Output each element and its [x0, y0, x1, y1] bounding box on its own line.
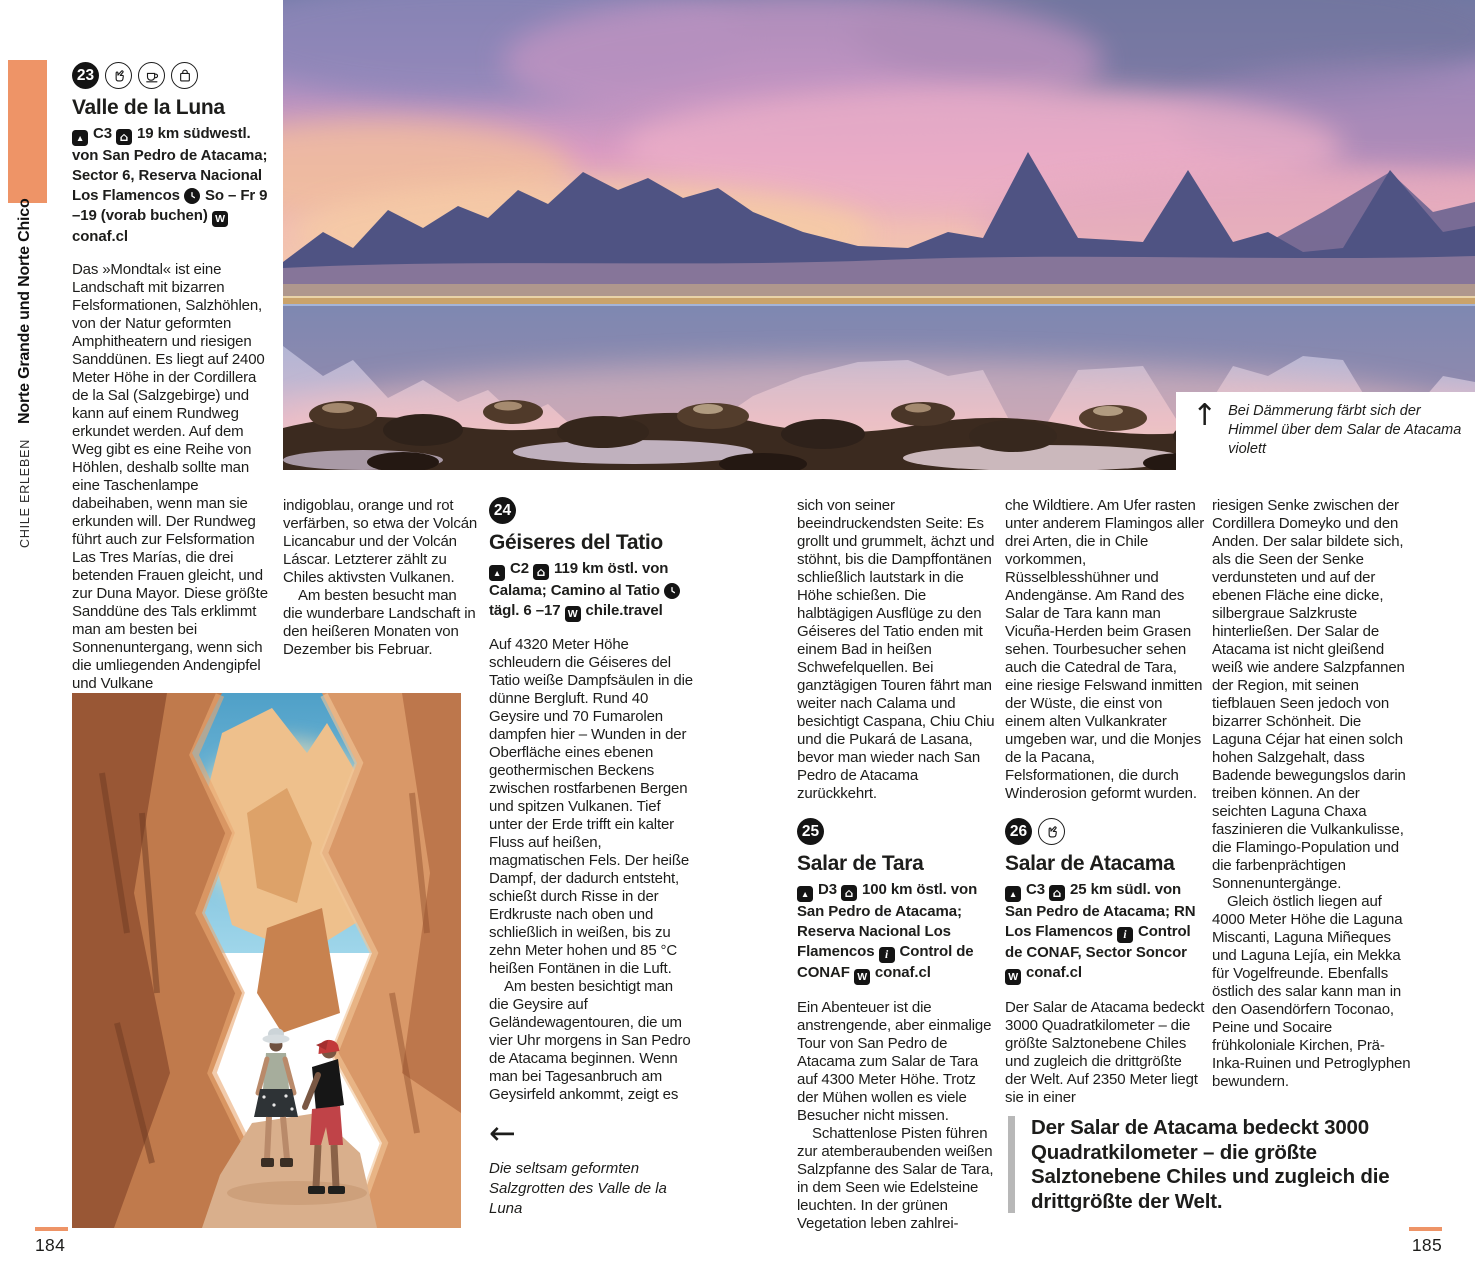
- folio-rule: [1409, 1227, 1442, 1231]
- page-number-left: [35, 1227, 68, 1256]
- info-text: C3: [1026, 881, 1050, 898]
- info-text: conaf.cl: [1026, 964, 1082, 981]
- entry-number-badge: 24: [489, 497, 516, 524]
- column-geiseres-del-tatio: [489, 497, 696, 1104]
- paragraph: indigoblau, orange und rot verfärben, so etwa der Volcán Licancabur und der Volcán Láscar. Letzterer zählt zu Chiles aktivsten Vulkanen.: [283, 497, 478, 586]
- section-label: CHILE ERLEBEN: [18, 438, 32, 548]
- entry-info: [489, 559, 696, 622]
- info-text: 25 km südl. von San Pedro de Atacama; RN Los Flamencos: [1005, 881, 1196, 940]
- info-text: 119 km östl. von Calama; Camino al Tatio: [489, 560, 669, 599]
- hand-icon: [105, 62, 132, 89]
- column-4: [797, 497, 997, 1233]
- info-icon: i: [879, 947, 895, 963]
- chapter-color-tab: [8, 60, 47, 203]
- arrow-up-icon: ↑: [1192, 398, 1218, 433]
- info-text: conaf.cl: [874, 964, 931, 981]
- continuation-text: [1212, 497, 1412, 1091]
- paragraph: Am besten besichtigt man die Geysire auf Geländewagentouren, die um vier Uhr morgens in San Pedro de Atacama beginnen. Wenn man bei Tagesanbruch am Geysirfeld ankommt, zeigt es: [489, 978, 691, 1103]
- cafe-icon: [138, 62, 165, 89]
- entry-body: [489, 636, 696, 1104]
- info-text: So – Fr 9 –19 (vorab buchen): [72, 186, 268, 224]
- info-text: C3: [93, 125, 117, 142]
- pull-quote: [1008, 1116, 1432, 1214]
- web-icon: W: [854, 969, 870, 985]
- entry-title: Géiseres del Tatio: [489, 531, 663, 554]
- chapter-sidebar: [16, 198, 34, 548]
- entry-info: [797, 880, 997, 985]
- chapter-title: Norte Grande und Norte Chico: [16, 198, 33, 424]
- entry-badges: [489, 497, 696, 524]
- entry-badges: [1005, 818, 1205, 845]
- paragraph: Schattenlose Pisten führen zur atemberaubenden weißen Salzpfanne des Salar de Tara, in dem Seen wie Edelsteine leuchten. In der grünen Vegetation leben zahlrei-: [797, 1124, 994, 1232]
- column-6: [1212, 497, 1412, 1091]
- entry-number-badge: 25: [797, 818, 824, 845]
- entry-info: [1005, 880, 1205, 985]
- info-text: chile.travel: [585, 601, 663, 619]
- entry-info: [72, 124, 269, 247]
- house-icon: ⌂: [841, 885, 857, 901]
- web-icon: W: [212, 211, 228, 227]
- clock-icon: [184, 188, 200, 204]
- hand-icon: [1038, 818, 1065, 845]
- info-text: 19 km südwestl. von San Pedro de Atacama; Sector 6, Reserva Nacional Los Flamencos: [72, 125, 268, 204]
- info-text: D3: [818, 881, 842, 898]
- caption-text: Die seltsam geformten Salzgrotten des Valle de la Luna: [489, 1160, 667, 1217]
- column-valle-de-la-luna: [72, 62, 269, 693]
- entry-salar-de-tara: [797, 818, 997, 1233]
- column-2: [283, 497, 480, 659]
- info-text: 100 km östl. von San Pedro de Atacama; Reserva Nacional Los Flamencos: [797, 881, 978, 960]
- arrow-left-icon: ←: [489, 1114, 516, 1152]
- info-text: Control de CONAF, Sector Soncor: [1005, 922, 1191, 961]
- quote-text: Der Salar de Atacama bedeckt 3000 Quadratkilometer – die größte Salztonebene Chiles und zugleich die drittgrößte der Welt.: [1031, 1116, 1390, 1213]
- entry-badges: [797, 818, 997, 845]
- info-icon: i: [1117, 927, 1133, 943]
- house-icon: ⌂: [116, 129, 132, 145]
- entry-body: [797, 999, 997, 1233]
- valle-luna-canyon-photo: [72, 693, 461, 1228]
- entry-title: Valle de la Luna: [72, 96, 225, 119]
- canyon-illustration: [72, 693, 461, 1228]
- paragraph: Auf 4320 Meter Höhe schleudern die Géiseres del Tatio weiße Dampfsäulen in die dünne Bergluft. Rund 40 Geysire und 70 Fumarolen dampfen hier – Wunden in der Oberfläche eines ebenen geothermischen Beckens zwischen rostfarbenen Bergen und spitzen Vulkanen. Tief unter der Erde trifft ein kalter Fluss auf heißen, magmatischen Fels. Der heiße Dampf, der dadurch entsteht, schießt durch Risse in der Erdkruste nach oben und schließlich in weißen, bis zu zehn Meter hohen und 85 °C heißen Fontänen in die Luft.: [489, 636, 693, 977]
- info-text: tägl. 6 –17: [489, 601, 565, 619]
- map-icon: ▲: [489, 565, 505, 581]
- entry-title: Salar de Tara: [797, 852, 924, 875]
- paragraph: Der Salar de Atacama bedeckt 3000 Quadratkilometer – die größte Salztonebene Chiles und zugleich die drittgrößte der Welt. Auf 2350 Meter liegt sie in einer: [1005, 998, 1205, 1106]
- info-text: C2: [510, 560, 534, 577]
- continuation-text: [283, 497, 480, 659]
- web-icon: W: [1005, 969, 1021, 985]
- folio-rule: [35, 1227, 68, 1231]
- house-icon: ⌂: [533, 564, 549, 580]
- quote-bar: [1008, 1116, 1015, 1213]
- paragraph: che Wildtiere. Am Ufer rasten unter anderem Flamingos aller drei Arten, die in Chile vorkommen, Rüsselblesshühner und Andengänse. Am Rand des Salar de Tara kann man Vicuña-Herden beim Grasen sehen. Tourbesucher sehen auch die Catedral de Tara, eine riesige Felswand inmitten der Wüste, die einst von einem alten Vulkankrater umgeben war, und die Monjes de la Pacana, Felsformationen, die durch Winderosion geformt wurden.: [1005, 497, 1205, 802]
- entry-badges: [72, 62, 269, 89]
- entry-salar-de-atacama: [1005, 818, 1205, 1107]
- map-icon: ▲: [72, 130, 88, 146]
- folio-number: 185: [1411, 1235, 1442, 1255]
- paragraph: sich von seiner beeindruckendsten Seite: Es grollt und grummelt, ächzt und stöhnt, bis die Dampffontänen schließlich lautstark in die Höhe schießen. Die halbtägigen Ausflüge zu den Géiseres del Tatio enden mit einem Bad in heißen Schwefelquellen. Bei ganztägigen Touren fährt man weiter nach Calama und besichtigt Caspana, Chiu Chiu und die Pukará de Lasana, bevor man wieder nach San Pedro de Atacama zurückkehrt.: [797, 497, 995, 802]
- entry-body: [1005, 999, 1205, 1107]
- caption-text: Bei Dämmerung färbt sich der Himmel über dem Salar de Atacama violett: [1228, 403, 1462, 457]
- paragraph: Das »Mondtal« ist eine Landschaft mit bizarren Felsformationen, Salzhöhlen, von der Natur geformten Amphitheatern und riesigen Sanddünen. Es liegt auf 2400 Meter Höhe in der Cordillera de la Sal (Salzgebirge) und kann auf einem Rundweg erkundet werden. Auf dem Weg gibt es eine Reihe von Höhlen, deshalb sollte man eine Taschenlampe dabeihaben, wenn man sie erkunden will. Der Rundweg führt auch zur Felsformation Las Tres Marías, die drei betenden Frauen gleicht, und zur Duna Mayor. Diese größte Sanddüne des Tals erklimmt man am besten bei Sonnenuntergang, wenn sich die umliegenden Andengipfel und Vulkane: [72, 261, 268, 692]
- entry-number-badge: 26: [1005, 818, 1032, 845]
- paragraph: riesigen Senke zwischen der Cordillera Domeyko und den Anden. Der salar bildete sich, als die Seen der Senke verdunsteten und auf der ebenen Fläche eine dicke, silbergraue Salzkruste hinterließen. Der Salar de Atacama ist nicht gleißend weiß wie andere Salzpfannen der Region, mit seinen tiefblauen Seen jedoch von bizarrer Schönheit. Die Laguna Céjar hat einen solch hohen Salzgehalt, dass Badende bewegungslos darin treiben können. An der seichten Laguna Chaxa faszinieren die Vulkankulisse, die Flamingo-Population und die farbenprächtigen Sonnenuntergänge.: [1212, 497, 1406, 892]
- continuation-text: [797, 497, 997, 803]
- page-number-right: [1409, 1227, 1442, 1256]
- map-icon: ▲: [1005, 886, 1021, 902]
- folio-number: 184: [35, 1235, 66, 1255]
- paragraph: Gleich östlich liegen auf 4000 Meter Höhe die Laguna Miscanti, Laguna Miñeques und Laguna Lejía, ein Mekka für Vogelfreunde. Ebenfalls östlich des salar kann man in den Oasendörfern Toconao, Peine und Socaire frühkoloniale Kirchen, Prä-Inka-Ruinen und Petroglyphen bewundern.: [1212, 893, 1411, 1090]
- top-photo-caption: [1176, 392, 1475, 470]
- salar-sunset-photo: [283, 0, 1475, 470]
- column-5: [1005, 497, 1205, 1107]
- bottom-photo-caption: [489, 1114, 667, 1219]
- entry-title: Salar de Atacama: [1005, 852, 1175, 875]
- map-icon: ▲: [797, 886, 813, 902]
- continuation-text: [1005, 497, 1205, 803]
- bag-icon: [171, 62, 198, 89]
- clock-icon: [664, 583, 680, 599]
- house-icon: ⌂: [1049, 885, 1065, 901]
- web-icon: W: [565, 606, 581, 622]
- info-text: Control de CONAF: [797, 942, 974, 981]
- entry-body: [72, 261, 269, 693]
- info-text: conaf.cl: [72, 228, 128, 245]
- entry-number-badge: 23: [72, 62, 99, 89]
- paragraph: Am besten besucht man die wunderbare Landschaft in den heißeren Monaten von Dezember bis Februar.: [283, 587, 476, 658]
- paragraph: Ein Abenteuer ist die anstrengende, aber einmalige Tour von San Pedro de Atacama zum Salar de Tara auf 4300 Meter Höhe. Trotz der Mühen wollen es viele Besucher nicht missen.: [797, 998, 992, 1124]
